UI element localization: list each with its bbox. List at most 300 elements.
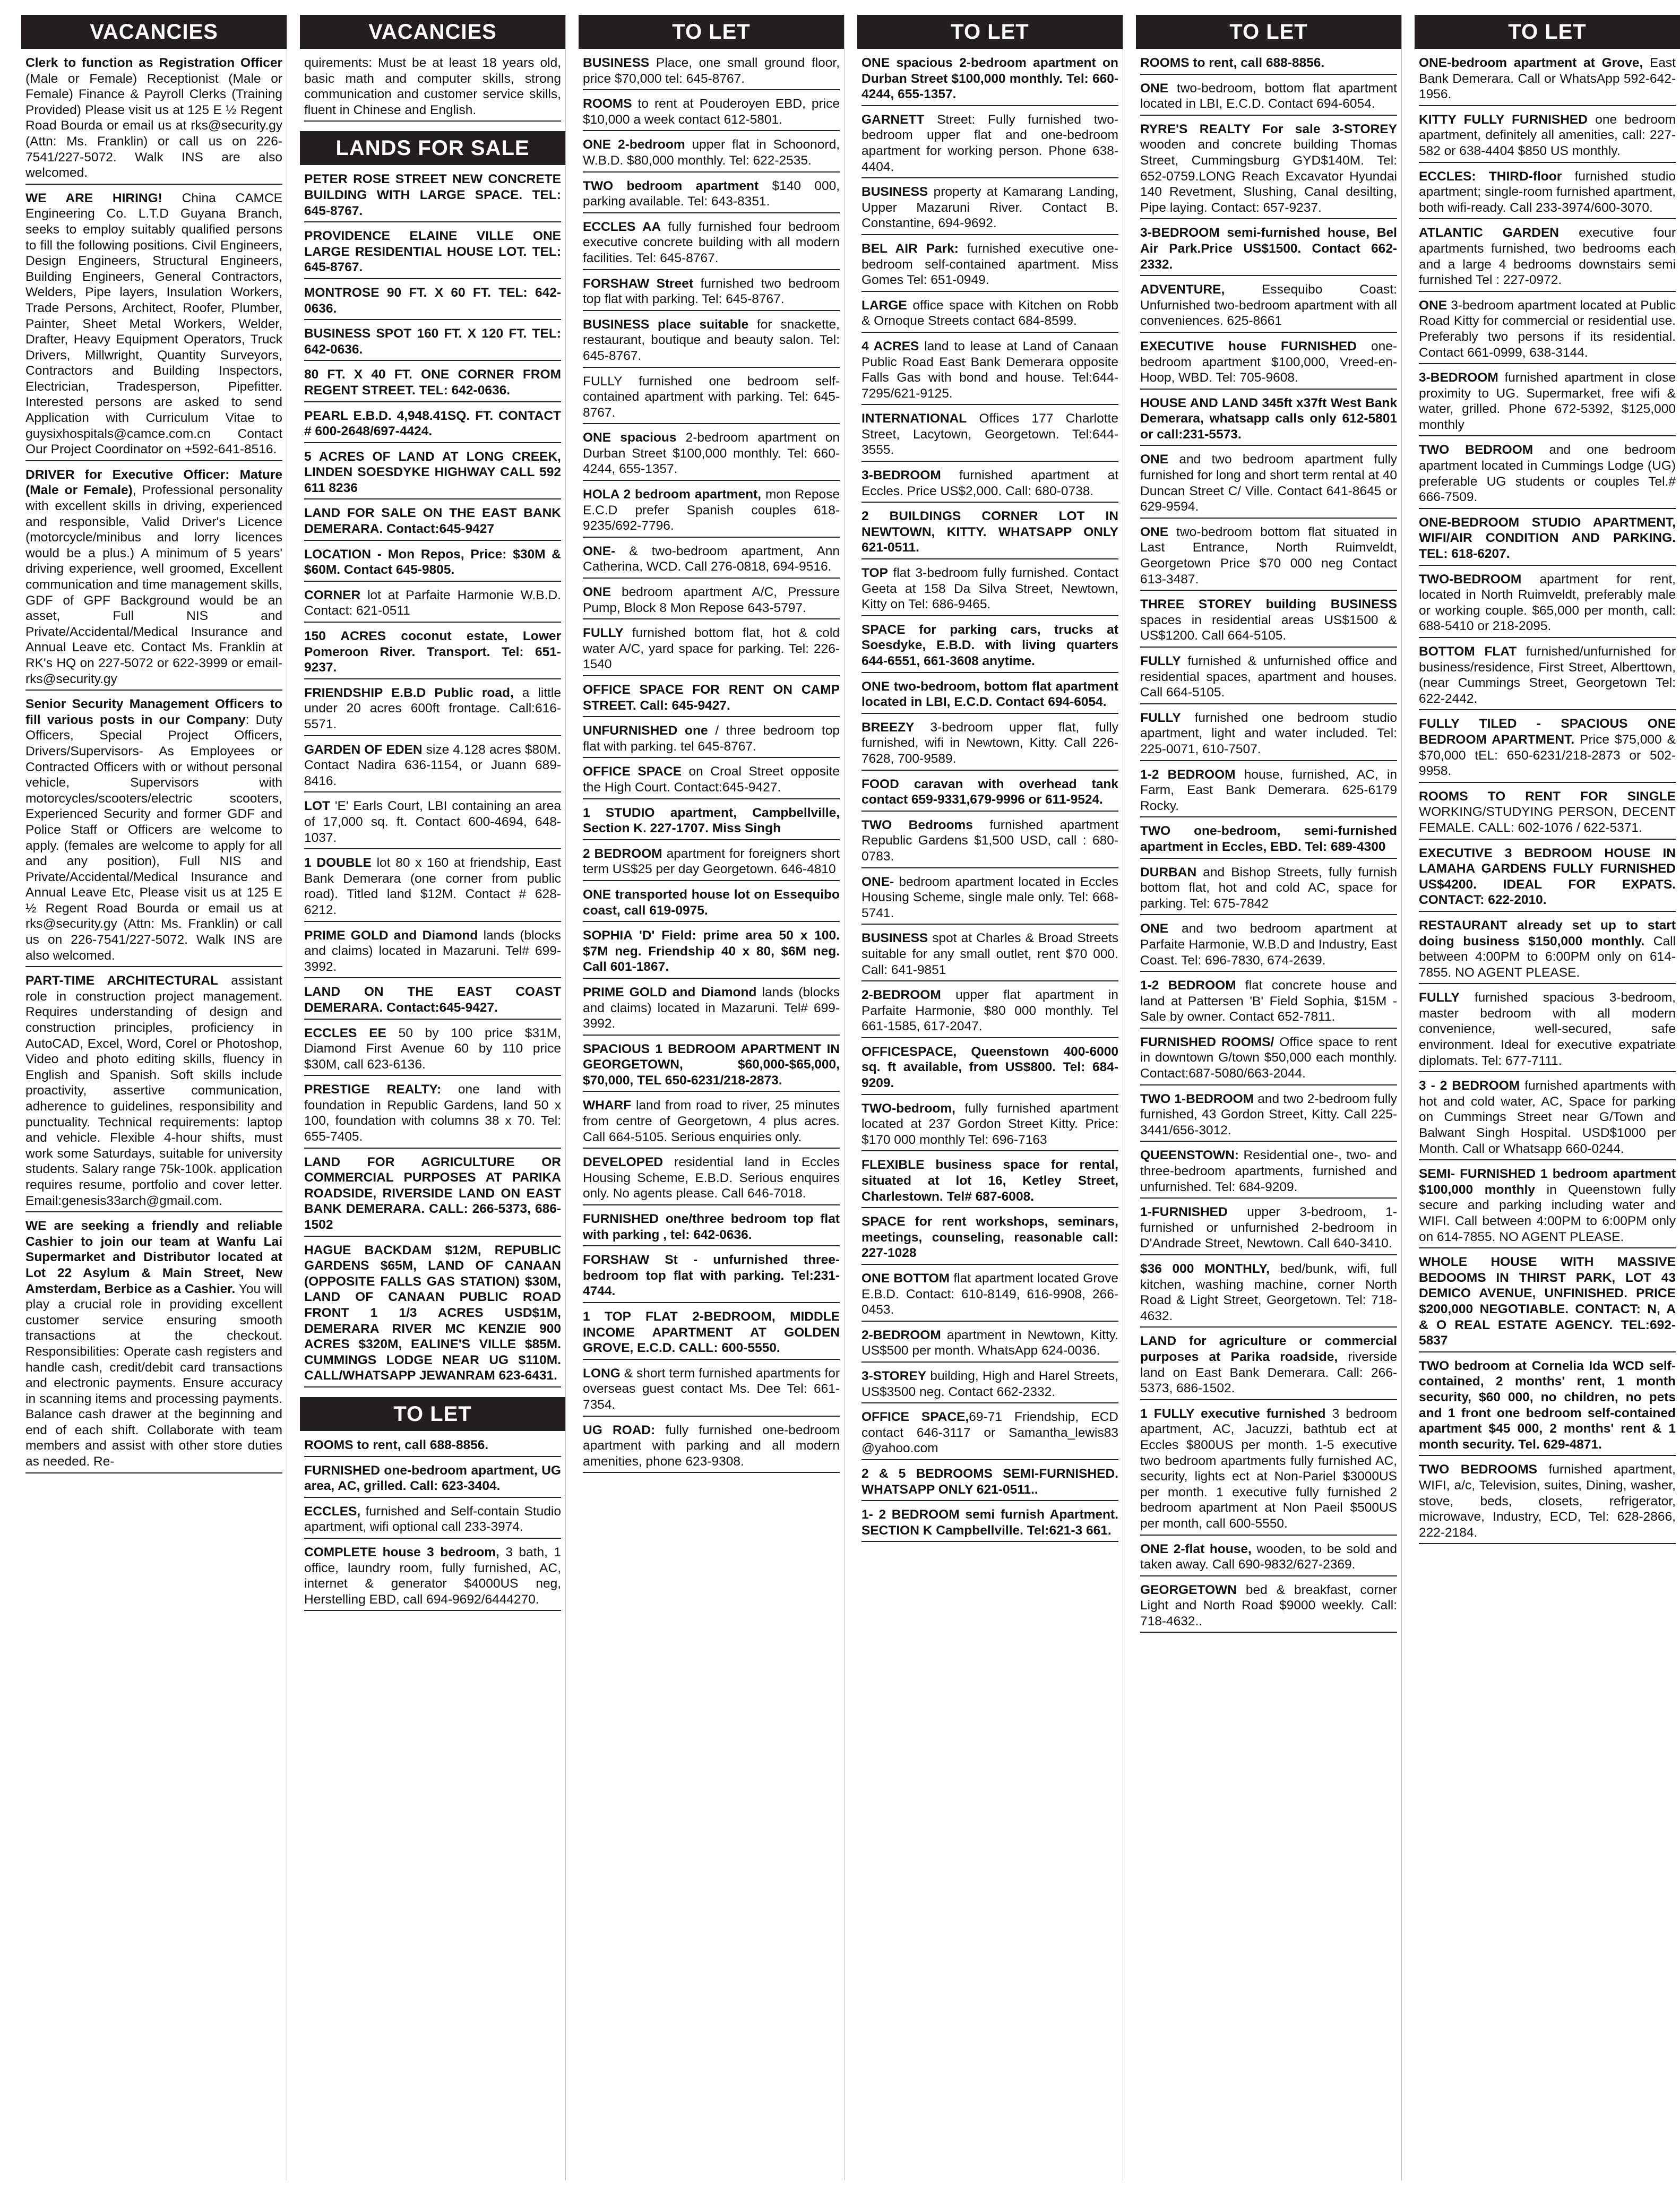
classified-ad bbox=[583, 985, 840, 1036]
ad-lead: INTERNATIONAL bbox=[861, 411, 967, 426]
ad-lead: ADVENTURE, bbox=[1140, 282, 1225, 297]
classified-ad bbox=[304, 588, 561, 623]
ad-lead: ECCLES AA bbox=[583, 219, 661, 234]
ad-text: and Bishop Streets, fully furnish bottom flat, hot and cold AC, space for parking. Tel: 675-7842 bbox=[1140, 865, 1397, 911]
ad-lead: FULLY bbox=[1140, 654, 1181, 668]
ad-lead: 3-BEDROOM bbox=[861, 468, 941, 483]
ad-lead: 2-BEDROOM bbox=[861, 988, 941, 1003]
classified-ad bbox=[583, 178, 840, 213]
classified-ad bbox=[861, 1157, 1118, 1208]
ad-text: land from road to river, 25 minutes from centre of Georgetown, 4 plus acres. Call 664-5105. Serious enquiries only. bbox=[583, 1098, 840, 1144]
ad-text: office space with Kitchen on Robb & Ornoque Streets contact 684-8599. bbox=[861, 298, 1118, 329]
ad-lead: COMPLETE house 3 bedroom, bbox=[304, 1545, 499, 1559]
ad-text: FULLY furnished one bedroom self-contained apartment with parking. Tel: 645-8767. bbox=[583, 374, 840, 420]
ad-lead: $36 000 MONTHLY, bbox=[1140, 1262, 1270, 1276]
ad-text: Essequibo Coast: Unfurnished two-bedroom apartment with all conveniences. 625-8661 bbox=[1140, 282, 1397, 329]
column-3 bbox=[579, 15, 844, 2181]
classified-ad bbox=[583, 682, 840, 717]
ad-lead: ONE bbox=[1419, 298, 1448, 313]
ad-lead: PART-TIME ARCHITECTURAL bbox=[25, 973, 219, 988]
classified-ad bbox=[304, 798, 561, 849]
ad-lead: FLEXIBLE business space for rental, situated at lot 16, Ketley Street, Charlestown. Tel# 687-6008. bbox=[861, 1158, 1118, 1204]
ad-lead: SPACE for parking cars, trucks at Soesdyke, E.B.D. with living quarters 644-6551, 661-3608 anytime. bbox=[861, 622, 1118, 668]
ad-lead: ONE bbox=[1140, 921, 1169, 936]
ad-text: furnished bottom flat, hot & cold water A/C, yard space for parking. Tel: 226-1540 bbox=[583, 626, 840, 672]
column-6 bbox=[1415, 15, 1680, 2181]
classified-ad bbox=[25, 191, 282, 461]
ad-text: for snackette, restaurant, boutique and beauty salon. Tel: 645-8767. bbox=[583, 317, 840, 363]
classified-ad bbox=[1140, 767, 1397, 818]
ad-text: residential land in Eccles Housing Scheme, E.B.D. Serious enquires only. No agents please. Call 646-7018. bbox=[583, 1155, 840, 1201]
ad-lead: OFFICE SPACE FOR RENT ON CAMP STREET. Call: 645-9427. bbox=[583, 683, 840, 713]
ad-lead: OFFICE SPACE bbox=[583, 764, 682, 779]
ad-lead: 1-2 BEDROOM bbox=[1140, 767, 1236, 782]
ad-lead: HAGUE BACKDAM $12M, REPUBLIC GARDENS $65M, LAND OF CANAAN (OPPOSITE FALLS GAS STATION) $30M, LAND OF CANAAN PUBLIC ROAD FRONT 1 1/3 ACRES USD$1M, DEMERARA RIVER MC KENZIE 900 ACRES $320M, EALINE'S VILLE $85M. CUMMINGS LODGE NEAR UG $110M. CALL/WHATSAPP JEWANRAM 623-6431. bbox=[304, 1243, 561, 1383]
ad-lead: ONE bbox=[1140, 524, 1169, 539]
ad-text: 3-bedroom apartment located at Public Road Kitty for commercial or residential use. Preferably two persons if its residential. Contact 661-0999, 638-3144. bbox=[1419, 298, 1676, 360]
ad-text: China CAMCE Engineering Co. L.T.D Guyana Branch, seeks to employ suitably qualified persons to fill the following positions. Civil Engineers, Design Engineers, Structural Engineers, Building Engineers, General Contractors, Welders, Pipe layers, Insulation Workers, Trade Persons, Architect, Roofer, Plumber, Painter, Sheet Metal Workers, Welder, Drafter, Heavy Equipment Operators, Truck Drivers, Millwright, Quantity Surveyors, Contractors and Building Inspectors, Electrician, Tradesperson, Pipefitter. Interested persons are asked to send Application with Curriculum Vitae to guysixhospitals@camce.com.cn Contact Our Project Coordinator on +592-641-8516. bbox=[25, 191, 283, 457]
ad-lead: ONE- bbox=[583, 544, 616, 558]
classified-ad bbox=[583, 846, 840, 881]
classified-ad bbox=[861, 622, 1118, 673]
ad-lead: HOUSE AND LAND 345ft x37ft West Bank Demerara, whatsapp calls only 612-5801 or call:231-5573. bbox=[1140, 395, 1397, 442]
classified-ad bbox=[1140, 1541, 1397, 1576]
ad-text: two-bedroom bottom flat situated in Last Entrance, North Ruimveldt, Georgetown Price $70 000 neg Contact 613-3487. bbox=[1140, 524, 1397, 587]
classified-ad bbox=[1140, 55, 1397, 75]
ad-lead: ECCLES EE bbox=[304, 1025, 386, 1040]
classified-ad bbox=[304, 1025, 561, 1076]
ad-text: and two bedroom apartment fully furnished for long and short term rental at 40 Duncan Street C/ Ville. Contact 641-8645 or 629-9594. bbox=[1140, 452, 1397, 514]
ad-text: property at Kamarang Landing, Upper Mazaruni River. Contact B. Constantine, 694-9692. bbox=[861, 185, 1118, 231]
ad-text: building, High and Harel Streets, US$3500 neg. Contact 662-2332. bbox=[861, 1368, 1118, 1399]
ad-lead: EXECUTIVE house FURNISHED bbox=[1140, 339, 1357, 354]
ad-text: spaces in residential areas US$1500 & US$1200. Call 664-5105. bbox=[1140, 613, 1397, 643]
classified-ad bbox=[583, 276, 840, 311]
ad-text: lot 80 x 160 at friendship, East Bank Demerara (one corner from public road). Titled land $12M. Contact # 628-6212. bbox=[304, 856, 561, 917]
column-4 bbox=[857, 15, 1123, 2181]
ad-text: executive four apartments furnished, two bedrooms each and a large 4 bedrooms downstairs semi furnished Tel : 227-0972. bbox=[1419, 226, 1676, 288]
classified-ad bbox=[861, 1101, 1118, 1152]
ad-text: 3 bedroom apartment, AC, Jacuzzi, bathtub ect at Eccles $800US per month. 1-5 executive two bedroom apartments fully furnished AC, security, lights ect at Non-Pariel $3000US per month. 1 executive fully furnished 2 bedroom apartment at Non Paeil $500US per month, call 600-5550. bbox=[1140, 1406, 1397, 1531]
ad-lead: LONG bbox=[583, 1366, 621, 1381]
ad-text: lands (blocks and claims) located in Mazaruni. Tel# 699-3992. bbox=[583, 985, 840, 1031]
ad-lead: FORSHAW St - unfurnished three-bedroom top flat with parking. Tel:231-4744. bbox=[583, 1253, 840, 1299]
ad-lead: 150 ACRES coconut estate, Lower Pomeroon River. Transport. Tel: 651-9237. bbox=[304, 629, 561, 675]
classified-ad bbox=[304, 685, 561, 736]
ad-lead: RESTAURANT already set up to start doing business $150,000 monthly. bbox=[1419, 918, 1676, 949]
ad-text: furnished apartment Republic Gardens $1,500 USD, call : 680-0783. bbox=[861, 817, 1118, 864]
ad-text: furnished apartment, WIFI, a/c, Television, suites, Dining, washer, stove, beds, closets, refrigerator, microwave, Industry, ECD, Tel: 628-2866, 222-2184. bbox=[1419, 1462, 1676, 1540]
classified-ad bbox=[583, 374, 840, 425]
classified-ad bbox=[861, 565, 1118, 616]
ad-text: wooden and concrete building Thomas Street, Cummingsburg GYD$140M. Tel: 652-0759.LONG Reach Excavator Hyundai 140 Revetment, Slushing, Canal desilting, Pipe laying. Contact: 657-9237. bbox=[1140, 137, 1397, 215]
ad-lead: BUSINESS bbox=[861, 185, 928, 200]
classified-ad bbox=[1419, 370, 1676, 436]
ad-text: on Croal Street opposite the High Court. Contact:645-9427. bbox=[583, 764, 840, 795]
ad-lead: TWO one-bedroom, semi-furnished apartment in Eccles, EBD. Tel: 689-4300 bbox=[1140, 824, 1397, 854]
classified-ad bbox=[304, 326, 561, 361]
ad-lead: ECCLES, bbox=[304, 1504, 361, 1519]
classified-ad bbox=[583, 1423, 840, 1473]
ad-lead: ROOMS bbox=[583, 97, 632, 111]
classified-ad bbox=[861, 468, 1118, 503]
classified-ad bbox=[1140, 1148, 1397, 1199]
ad-text: flat apartment located Grove E.B.D. Contact: 610-8149, 616-9908, 266-0453. bbox=[861, 1271, 1118, 1317]
ad-lead: 2 BEDROOM bbox=[583, 846, 662, 861]
ad-text: bed & breakfast, corner Light and North Road $9000 weekly. Call: 718-4632.. bbox=[1140, 1582, 1397, 1628]
classified-ad bbox=[1419, 112, 1676, 163]
ad-lead: LAND for agriculture or commercial purposes at Parika roadside, bbox=[1140, 1334, 1397, 1364]
section-header: TO LET bbox=[857, 15, 1123, 49]
ad-lead: 3-BEDROOM bbox=[1419, 370, 1498, 385]
classified-ad bbox=[1419, 225, 1676, 291]
classified-ad bbox=[1140, 1204, 1397, 1255]
classified-ad bbox=[583, 764, 840, 799]
ad-text: bedroom apartment located in Eccles Housing Scheme, single male only. Tel: 668-5741. bbox=[861, 874, 1118, 920]
classified-ad bbox=[583, 805, 840, 840]
classified-ad bbox=[861, 1044, 1118, 1095]
classified-ad bbox=[861, 1328, 1118, 1363]
ad-text: fully furnished apartment located at 237 Gordon Street Kitty. Price: $170 000 monthly Tel: 696-7163 bbox=[861, 1101, 1118, 1147]
classified-ad bbox=[583, 584, 840, 619]
ad-text: flat 3-bedroom fully furnished. Contact Geeta at 158 Da Silva Street, Newtown, Kitty on Tel: 686-9465. bbox=[861, 566, 1118, 612]
classified-ad bbox=[583, 1154, 840, 1205]
ad-text: flat concrete house and land at Pattersen 'B' Field Sophia, $15M - Sale by owner. Contact 652-7811. bbox=[1140, 978, 1397, 1024]
ad-text: assistant role in construction project management. Requires understanding of design and construction principles, proficiency in AutoCAD, Excel, Word, Corel or Photoshop, Video and photo editing skills, fluency in English and Spanish. Soft skills include proactivity, assertive communication, adherence to guidelines, responsibility and punctuality. Technical requirements: laptop and vehicle. Flexible 4-hour shifts, must work some Saturdays, suitable for university students. Salary range 75k-100k. application requires resume, portfolio and cover letter. Email:genesis33arch@gmail.com. bbox=[25, 973, 282, 1208]
ad-lead: LAND FOR AGRICULTURE OR COMMERCIAL PURPOSES AT PARIKA ROADSIDE, RIVERSIDE LAND ON EAST BANK DEMERARA. CALL: 266-5373, 686-1502 bbox=[304, 1154, 561, 1233]
classified-ad bbox=[861, 1466, 1118, 1501]
ad-lead: SEMI- FURNISHED 1 bedroom apartment $100,000 monthly bbox=[1419, 1167, 1676, 1197]
classified-ad bbox=[583, 1211, 840, 1246]
classified-ad bbox=[1140, 1091, 1397, 1142]
classified-ad bbox=[1419, 990, 1676, 1072]
classified-ad bbox=[304, 1545, 561, 1611]
ad-text: bedroom apartment A/C, Pressure Pump, Block 8 Mon Repose 643-5797. bbox=[583, 585, 840, 615]
classified-ad bbox=[304, 628, 561, 679]
classified-ad bbox=[304, 1504, 561, 1539]
ad-text: furnished and Self-contain Studio apartment, wifi optional call 233-3974. bbox=[304, 1504, 561, 1535]
classified-ad bbox=[583, 430, 840, 481]
classified-ad bbox=[583, 137, 840, 172]
classified-ad bbox=[1140, 978, 1397, 1029]
classified-ad bbox=[25, 467, 282, 691]
ad-lead: ONE transported house lot on Essequibo coast, call 619-0975. bbox=[583, 887, 840, 918]
ad-text: furnished studio apartment; single-room furnished apartment, both wifi-ready. Call 233-3974/600-3070. bbox=[1419, 169, 1676, 215]
classified-ad bbox=[1140, 823, 1397, 858]
section-header: VACANCIES bbox=[300, 15, 565, 49]
ad-lead: FULLY bbox=[1419, 990, 1460, 1005]
ad-lead: Clerk to function as Registration Officer bbox=[25, 56, 282, 70]
ad-text: furnished apartment at Eccles. Price US$2,000. Call: 680-0738. bbox=[861, 468, 1118, 498]
classified-ad bbox=[1140, 710, 1397, 761]
ad-text: furnished & unfurnished office and residential spaces, apartment and houses. Call 664-5105. bbox=[1140, 654, 1397, 700]
classified-ad bbox=[861, 298, 1118, 333]
classified-ad bbox=[1419, 716, 1676, 782]
column-5 bbox=[1136, 15, 1401, 2181]
classified-ad bbox=[861, 987, 1118, 1038]
classified-ad bbox=[583, 55, 840, 90]
ad-lead: 2-BEDROOM bbox=[861, 1328, 941, 1342]
classified-ad bbox=[304, 285, 561, 320]
ad-lead: FOOD caravan with overhead tank contact 659-9331,679-9996 or 611-9524. bbox=[861, 777, 1118, 807]
column-1 bbox=[21, 15, 287, 2181]
ad-lead: 1- 2 BEDROOM semi furnish Apartment. SECTION K Campbellville. Tel:621-3 661. bbox=[861, 1507, 1118, 1538]
ad-lead: ONE two-bedroom, bottom flat apartment located in LBI, E.C.D. Contact 694-6054. bbox=[861, 679, 1118, 710]
ad-lead: ONE 2-bedroom bbox=[583, 137, 685, 152]
classified-ad bbox=[861, 720, 1118, 771]
ad-lead: FURNISHED one-bedroom apartment, UG area, AC, grilled. Call: 623-3404. bbox=[304, 1463, 561, 1494]
ad-text: apartment for rent, located in North Ruimveldt, preferably male or working couple. $65,000 per month, call: 688-5410 or 218-2095. bbox=[1419, 572, 1676, 634]
ad-text: house, furnished, AC, in Farm, East Bank Demerara. 625-6179 Rocky. bbox=[1140, 767, 1397, 813]
ad-text: East Bank Demerara. Call or WhatsApp 592-642-1956. bbox=[1419, 56, 1676, 102]
ad-text: You will play a crucial role in providing excellent customer service ensuring smooth transactions at the checkout. Responsibilities: Operate cash registers and handle cash, credit/debit card transactions and electronic payments. Ensure accuracy in scanning items and processing payments. Balance cash drawer at the beginning and end of each shift. Collaborate with team members and assist with other store duties as needed. Re- bbox=[25, 1281, 282, 1469]
classified-ad bbox=[1419, 789, 1676, 840]
classified-ad bbox=[861, 55, 1118, 106]
classified-ad bbox=[304, 367, 561, 402]
classified-ad bbox=[304, 55, 561, 122]
classified-ad bbox=[861, 874, 1118, 925]
classified-ad bbox=[1419, 644, 1676, 710]
classified-ad bbox=[1419, 298, 1676, 364]
ad-text: , Professional personality with excellent skills in driving, experienced and responsible, Valid Driver's Licence (motorcycle/minibus and lorry licences would be a plus.) A minimum of 5 years' driving experience, well groomed, Excellent communication and time management skills, GDF of GPF Background would be an asset, Full NIS and Private/Accidental/Medical Insurance and Annual Leave etc. Contact Ms. Franklin at RK's HQ on 227-5072 or 622-3999 or email-rks@security.gy bbox=[25, 483, 282, 686]
ad-text: (Male or Female) Receptionist (Male or Female) Finance & Payroll Clerks (Training Provided) Please visit us at 125 E ½ Regent Road Bourda or email us at rks@security.gy (Attn: Ms. Franklin) or call us on 226-7541/227-5072. Walk INS are also welcomed. bbox=[25, 71, 282, 180]
section-header: TO LET bbox=[579, 15, 844, 49]
classified-ad bbox=[1140, 1582, 1397, 1633]
ad-lead: ONE-BEDROOM STUDIO APARTMENT, WIFI/AIR CONDITION AND PARKING. TEL: 618-6207. bbox=[1419, 515, 1676, 562]
ad-lead: WHOLE HOUSE WITH MASSIVE BEDOOMS IN THIRST PARK, LOT 43 DEMICO AVENUE, UNFINISHED. PRICE $200,000 NEGOTIABLE. CONTACT: N, A & O REAL ESTATE AGENCY. TEL:692-5837 bbox=[1419, 1255, 1676, 1348]
ad-lead: LARGE bbox=[861, 298, 907, 313]
classified-ad bbox=[1140, 921, 1397, 972]
classified-ad bbox=[304, 449, 561, 500]
ad-text: furnished apartments with hot and cold water, AC, Space for parking on Cummings Street near G/Town and Balwant Singh Hospital. USD$1000 per Month. Call or Whatsapp 660-0244. bbox=[1419, 1079, 1676, 1156]
ad-lead: TOP bbox=[861, 566, 888, 581]
ad-text: 3-bedroom upper flat, fully furnished, wifi in Newtown, Kitty. Call 226-7628, 700-9589. bbox=[861, 720, 1118, 766]
classified-ad bbox=[1140, 339, 1397, 390]
ad-text: & two-bedroom apartment, Ann Catherina, WCD. Call 276-0818, 694-9516. bbox=[583, 544, 840, 574]
classified-ad bbox=[1140, 452, 1397, 518]
classified-ad bbox=[304, 1437, 561, 1457]
ad-text: furnished/unfurnished for business/residence, First Street, Alberttown, (near Cummings Street, Georgetown Tel: 622-2442. bbox=[1419, 644, 1676, 706]
classified-ad bbox=[304, 742, 561, 793]
classified-ad bbox=[861, 1368, 1118, 1403]
ad-text: Office space to rent in downtown G/town $50,000 each monthly. Contact:687-5080/663-2044. bbox=[1140, 1035, 1397, 1081]
classified-ad bbox=[304, 171, 561, 222]
ad-lead: PRIME GOLD and Diamond bbox=[304, 928, 478, 943]
classified-ad bbox=[861, 509, 1118, 559]
section-header: VACANCIES bbox=[21, 15, 287, 49]
section-header: TO LET bbox=[1136, 15, 1401, 49]
ad-lead: FULLY bbox=[1140, 710, 1181, 725]
ad-text: $140 000, parking available. Tel: 643-8351. bbox=[583, 178, 840, 209]
ad-lead: MONTROSE 90 FT. X 60 FT. TEL: 642-0636. bbox=[304, 285, 561, 316]
ad-lead: PRESTIGE REALTY: bbox=[304, 1082, 442, 1097]
classified-ad bbox=[1419, 169, 1676, 220]
ad-lead: ROOMS to rent, call 688-8856. bbox=[304, 1437, 489, 1452]
ad-lead: QUEENSTOWN: bbox=[1140, 1148, 1239, 1163]
ad-text: one bedroom apartment, definitely all amenities, call: 227-582 or 638-4404 $850 US monthly. bbox=[1419, 112, 1676, 158]
ad-lead: OFFICE SPACE, bbox=[861, 1410, 969, 1425]
classified-ad bbox=[1419, 55, 1676, 106]
ad-lead: UG ROAD: bbox=[583, 1423, 656, 1437]
classified-ad bbox=[304, 505, 561, 540]
ad-text: and two bedroom apartment at Parfaite Harmonie, W.B.D and Industry, East Coast. Tel: 696-7830, 674-2639. bbox=[1140, 921, 1397, 968]
classified-ad bbox=[861, 112, 1118, 178]
classified-ad bbox=[861, 679, 1118, 714]
classified-ad bbox=[583, 1309, 840, 1360]
ad-text: & short term furnished apartments for overseas guest contact Ms. Dee Tel: 661-7354. bbox=[583, 1366, 840, 1412]
ad-lead: 5 ACRES OF LAND AT LONG CREEK, LINDEN SOESDYKE HIGHWAY CALL 592 611 8236 bbox=[304, 449, 561, 495]
classified-ad bbox=[1140, 1261, 1397, 1328]
ad-lead: 2 & 5 BEDROOMS SEMI-FURNISHED. WHATSAPP ONLY 621-0511.. bbox=[861, 1466, 1118, 1497]
ad-lead: 1-2 BEDROOM bbox=[1140, 978, 1236, 993]
ad-lead: SPACIOUS 1 BEDROOM APARTMENT IN GEORGETOWN, $60,000-$65,000, $70,000, TEL 650-6231/218-2873. bbox=[583, 1041, 840, 1088]
classified-ad bbox=[25, 696, 282, 967]
ad-lead: ATLANTIC GARDEN bbox=[1419, 226, 1559, 240]
section-header: TO LET bbox=[300, 1397, 565, 1431]
classified-ad bbox=[583, 723, 840, 758]
ad-text: bed/bunk, wifi, full kitchen, washing machine, corner North Road & Light Street, Georgetown. Tel: 718-4632. bbox=[1140, 1262, 1397, 1323]
ad-text: riverside land on East Bank Demerara. Call: 266-5373, 686-1502. bbox=[1140, 1349, 1398, 1396]
classified-ad bbox=[1419, 442, 1676, 509]
classified-ad bbox=[861, 930, 1118, 981]
classified-ad bbox=[861, 411, 1118, 462]
ad-lead: RYRE'S REALTY For sale 3-STOREY bbox=[1140, 122, 1397, 136]
ad-lead: BUSINESS bbox=[583, 56, 650, 70]
ad-lead: FORSHAW Street bbox=[583, 276, 694, 291]
classified-ad bbox=[583, 544, 840, 579]
ad-lead: 3-STOREY bbox=[861, 1368, 927, 1383]
ad-lead: GARNETT bbox=[861, 112, 925, 127]
ad-lead: PRIME GOLD and Diamond bbox=[583, 985, 757, 999]
ad-lead: WE ARE HIRING! bbox=[25, 191, 162, 205]
ad-text: upper flat apartment in Parfaite Harmonie, $80 000 monthly. Tel 661-1585, 617-2047. bbox=[861, 988, 1118, 1034]
ad-lead: OFFICESPACE, Queenstown 400-6000 sq. ft available, from US$800. Tel: 684-9209. bbox=[861, 1044, 1118, 1091]
ad-lead: 1-FURNISHED bbox=[1140, 1205, 1228, 1220]
ad-lead: Senior Security Management Officers to fill various posts in our Company bbox=[25, 697, 282, 727]
ad-text: Place, one small ground floor, price $70,000 tel: 645-8767. bbox=[583, 56, 840, 86]
ad-text: and two 2-bedroom fully furnished, 43 Gordon Street, Kitty. Call 225- 3441/656-3012. bbox=[1140, 1091, 1397, 1137]
ad-lead: FRIENDSHIP E.B.D Public road, bbox=[304, 685, 514, 700]
classified-ad bbox=[1419, 1166, 1676, 1248]
ad-lead: PETER ROSE STREET NEW CONCRETE BUILDING WITH LARGE SPACE. TEL: 645-8767. bbox=[304, 172, 561, 218]
ad-lead: TWO bedroom apartment bbox=[583, 178, 759, 193]
classified-ad bbox=[1140, 597, 1397, 648]
ad-lead: ROOMS to rent, call 688-8856. bbox=[1140, 56, 1325, 70]
classified-ad bbox=[861, 1214, 1118, 1265]
ad-text: Call between 4:00PM to 6:00PM only on 614-7855. NO AGENT PLEASE. bbox=[1419, 934, 1676, 980]
ad-lead: 1 DOUBLE bbox=[304, 856, 372, 871]
classified-ad bbox=[25, 973, 282, 1212]
ad-lead: TWO-bedroom, bbox=[861, 1101, 955, 1116]
ad-text: to rent at Pouderoyen EBD, price $10,000 a week contact 612-5801. bbox=[583, 97, 840, 127]
ad-text: a little under 20 acres 600ft frontage. Call:616-5571. bbox=[304, 685, 562, 731]
ad-text: furnished two bedroom top flat with parking. Tel: 645-8767. bbox=[583, 276, 840, 307]
classified-ad bbox=[1140, 1333, 1397, 1400]
classified-ad bbox=[1140, 81, 1397, 116]
classified-ad bbox=[583, 219, 840, 270]
ad-text: Offices 177 Charlotte Street, Lacytown, Georgetown. Tel:644-3555. bbox=[861, 411, 1118, 458]
ad-lead: ROOMS TO RENT FOR SINGLE bbox=[1419, 789, 1676, 804]
ad-lead: THREE STOREY building BUSINESS bbox=[1140, 597, 1397, 612]
classified-ad bbox=[304, 984, 561, 1019]
ad-lead: ONE-bedroom apartment at Grove, bbox=[1419, 56, 1643, 70]
ad-text: furnished spacious 3-bedroom, master bedroom with all modern convenience, well-secured, safe environment. Ideal for executive expatriate diplomats. Tel: 677-7111. bbox=[1419, 990, 1676, 1068]
classified-ad bbox=[1419, 572, 1676, 638]
ad-text: 69-71 Friendship, ECD contact 646-3117 or Samantha_lewis83 @yahoo.com bbox=[861, 1410, 1118, 1456]
classified-ad bbox=[1419, 1254, 1676, 1352]
ad-lead: GARDEN OF EDEN bbox=[304, 742, 423, 757]
ad-text: quirements: Must be at least 18 years old, basic math and computer skills, strong communication and customer service skills, fluent in Chinese and English. bbox=[304, 56, 561, 117]
ad-text: Residential one-, two- and three-bedroom apartments, furnished and unfurnished. Tel: 684-9209. bbox=[1140, 1148, 1397, 1194]
ad-lead: ONE bbox=[583, 585, 611, 600]
ad-text: in Queenstown fully secure and parking including water and WIFI. Call between 4:00PM to 6:00PM only on 614-7855. NO AGENT PLEASE. bbox=[1419, 1182, 1676, 1244]
ad-lead: ONE spacious bbox=[583, 430, 677, 445]
ad-lead: DRIVER for Executive Officer: Mature (Male or Female) bbox=[25, 467, 282, 498]
classified-ad bbox=[304, 1243, 561, 1387]
classified-ad bbox=[583, 1366, 840, 1417]
ad-lead: 80 FT. X 40 FT. ONE CORNER FROM REGENT STREET. TEL: 642-0636. bbox=[304, 367, 561, 398]
ad-lead: BUSINESS SPOT 160 FT. X 120 FT. TEL: 642-0636. bbox=[304, 326, 561, 357]
classified-ad bbox=[304, 1463, 561, 1498]
classified-ad bbox=[25, 1218, 282, 1473]
classified-ad bbox=[1140, 225, 1397, 276]
classified-ad bbox=[1140, 282, 1397, 333]
classified-ad bbox=[304, 928, 561, 979]
ad-text: lands (blocks and claims) located in Mazaruni. Tel# 699-3992. bbox=[304, 928, 561, 974]
classified-ad bbox=[1419, 918, 1676, 984]
classified-ad bbox=[1140, 524, 1397, 591]
classified-ad bbox=[861, 1271, 1118, 1322]
column-2 bbox=[300, 15, 565, 2181]
ad-lead: DEVELOPED bbox=[583, 1155, 664, 1170]
ad-text: and one bedroom apartment located in Cummings Lodge (UG) preferable UG students or couples Tel.# 666-7509. bbox=[1419, 443, 1676, 505]
ad-lead: 1 FULLY executive furnished bbox=[1140, 1406, 1326, 1421]
ad-lead: ONE 2-flat house, bbox=[1140, 1541, 1252, 1556]
ad-text: spot at Charles & Broad Streets suitable for any small outlet, rent $70 000. Call: 641-9851 bbox=[861, 931, 1118, 977]
ad-lead: TWO BEDROOM bbox=[1419, 443, 1533, 458]
classified-ad bbox=[583, 625, 840, 676]
ad-text: furnished apartment in close proximity to UG. Supermarket, free wifi & water, grilled. Phone 672-5392, $125,000 monthly bbox=[1419, 370, 1676, 432]
ad-lead: LAND ON THE EAST COAST DEMERARA. Contact:645-9427. bbox=[304, 985, 561, 1015]
classified-ad bbox=[1140, 653, 1397, 704]
classified-ad bbox=[304, 228, 561, 279]
classified-ad bbox=[583, 487, 840, 538]
ad-lead: HOLA 2 bedroom apartment, bbox=[583, 487, 761, 502]
classified-ad bbox=[1419, 1358, 1676, 1457]
ad-lead: ONE bbox=[1140, 452, 1169, 467]
classified-ad bbox=[861, 817, 1118, 868]
classified-ad bbox=[861, 1507, 1118, 1542]
ad-text: furnished executive one-bedroom self-contained apartment. Miss Gomes Tel: 651-0949. bbox=[861, 241, 1118, 288]
classified-ad bbox=[1140, 1035, 1397, 1085]
ad-lead: ONE spacious 2-bedroom apartment on Durban Street $100,000 monthly. Tel: 660-4244, 655-1357. bbox=[861, 56, 1118, 102]
ad-text: upper flat in Schoonord, W.B.D. $80,000 monthly. Tel: 622-2535. bbox=[583, 137, 840, 168]
ad-text: size 4.128 acres $80M. Contact Nadira 636-1154, or Juann 689-8416. bbox=[304, 742, 561, 788]
ad-text: lot at Parfaite Harmonie W.B.D. Contact: 621-0511 bbox=[304, 588, 561, 618]
ad-text: Price $75,000 & $70,000 tEL: 650-6231/218-2873 or 502-9958. bbox=[1419, 732, 1676, 779]
ad-lead: ECCLES: THIRD-floor bbox=[1419, 169, 1562, 184]
ad-text: wooden, to be sold and taken away. Call 690-9832/627-2369. bbox=[1140, 1541, 1397, 1572]
ad-text: one land with foundation in Republic Gardens, land 50 x 100, foundation with columns 38 x 70. Tel: 655-7405. bbox=[304, 1082, 562, 1144]
ad-lead: FURNISHED ROOMS/ bbox=[1140, 1035, 1274, 1049]
classified-ad bbox=[861, 184, 1118, 235]
ad-lead: FULLY TILED - SPACIOUS ONE BEDROOM APARTMENT. bbox=[1419, 717, 1676, 747]
classified-ad bbox=[583, 1098, 840, 1149]
ad-lead: WHARF bbox=[583, 1098, 632, 1113]
ad-text: upper 3-bedroom, 1-furnished or unfurnished 2-bedroom in D'Andrade Street, Newtown. Call 640-3410. bbox=[1140, 1205, 1397, 1251]
ad-lead: LOCATION - Mon Repos, Price: $30M & $60M. Contact 645-9805. bbox=[304, 547, 561, 578]
ad-lead: UNFURNISHED one bbox=[583, 723, 708, 738]
